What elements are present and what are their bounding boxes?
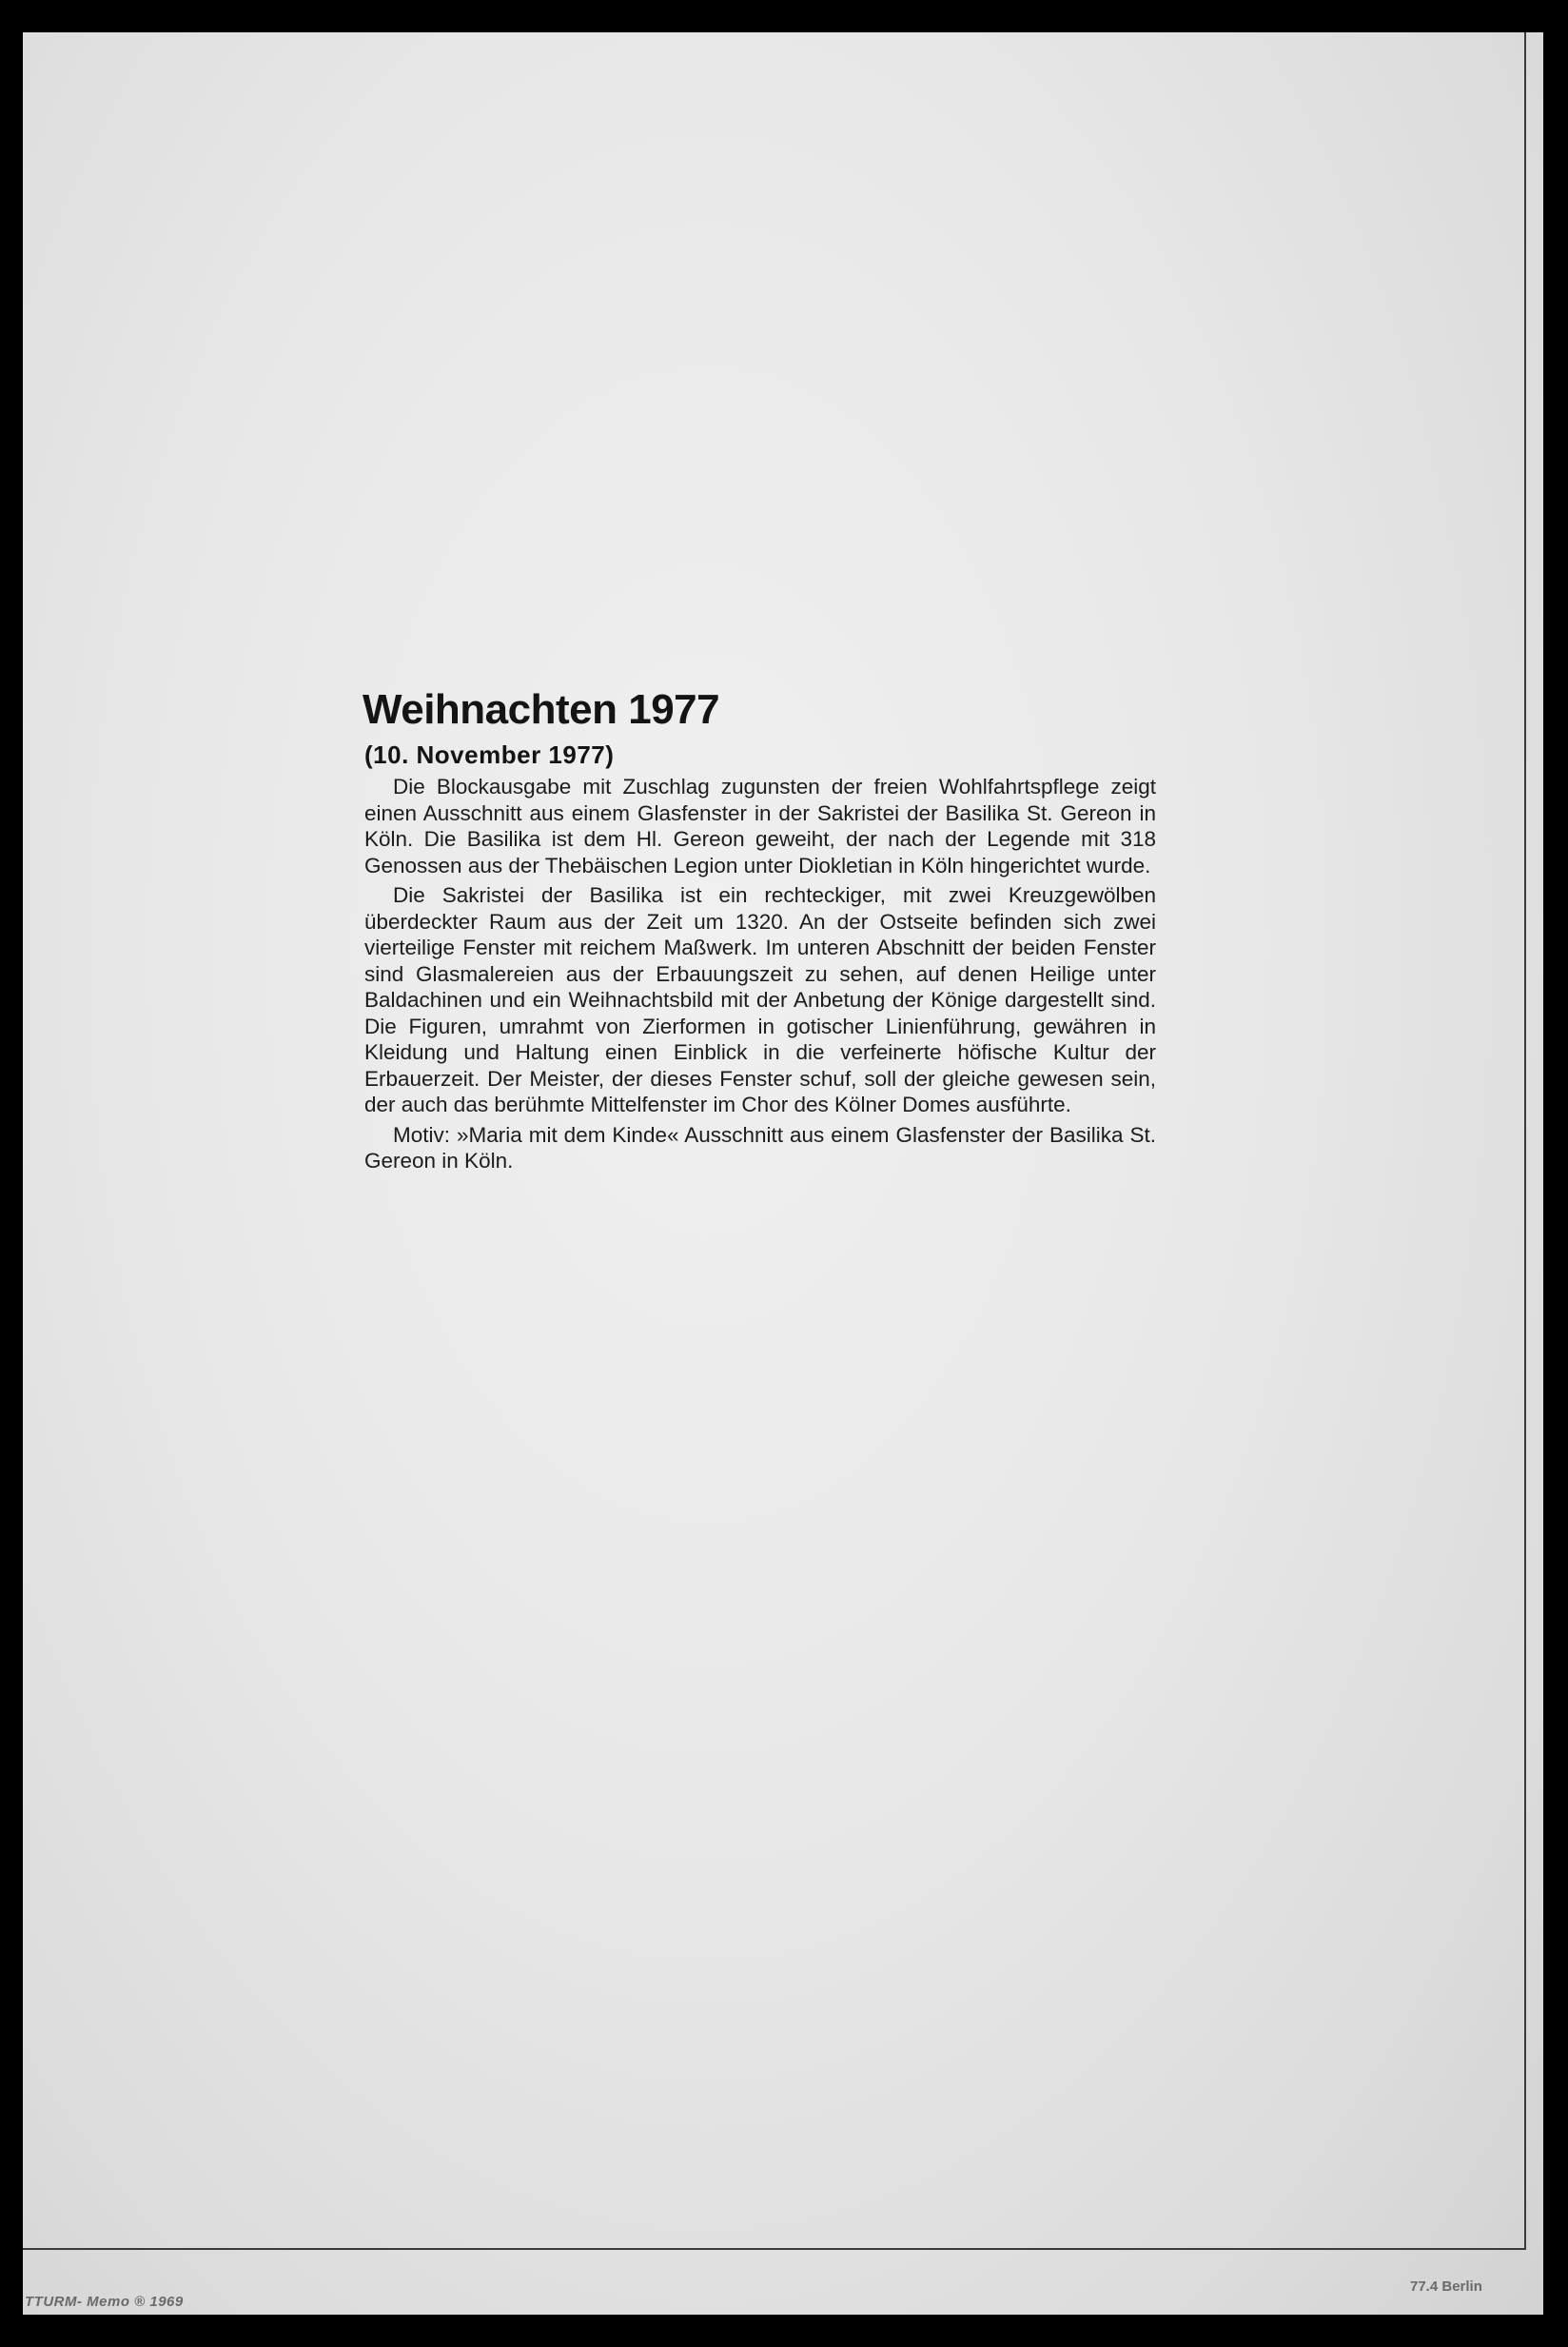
paragraph: Die Sakristei der Basilika ist ein rechteckiger, mit zwei Kreuzgewölben überdeckter Raum aus der Zeit um 1320. An der Ostseite befinden sich zwei vierteilige Fenster mit reichem Maßwerk. Im unteren Abschnitt der beiden Fenster sind Glasmalereien aus der Erbauungszeit zu sehen, auf denen Heilige unter Baldachinen und ein Weihnachtsbild mit der Anbetung der Könige dargestellt sind. Die Figuren, umrahmt von Zierformen in gotischer Linienführung, gewähren in Kleidung und Haltung einen Einblick in die verfeinerte höfische Kultur der Erbauerzeit. Der Meister, der dieses Fenster schuf, soll der gleiche gewesen sein, der auch das berühmte Mittelfenster im Chor des Kölner Domes ausführte.: [364, 883, 1156, 1117]
article-title: Weihnachten 1977: [363, 686, 720, 733]
footer-page-code: 77.4 Berlin: [1410, 2278, 1482, 2295]
paragraph: Motiv: »Maria mit dem Kinde« Ausschnitt aus einem Glasfenster der Basilika St. Gereon in Köln.: [364, 1122, 1156, 1174]
page-frame-bottom-line: [23, 2248, 1526, 2250]
album-page: [23, 32, 1543, 2315]
paragraph: Die Blockausgabe mit Zuschlag zugunsten der freien Wohlfahrtspflege zeigt einen Ausschnitt aus einem Glasfenster in der Sakristei der Basilika St. Gereon in Köln. Die Basilika ist dem Hl. Gereon geweiht, der nach der Legende mit 318 Genossen aus der Thebäischen Legion unter Diokletian in Köln hingerichtet wurde.: [364, 775, 1156, 878]
article-date: (10. November 1977): [364, 740, 615, 770]
article: [363, 687, 1156, 1178]
page-frame-right-line: [1524, 32, 1526, 2250]
footer-publisher: TTURM- Memo ® 1969: [25, 2294, 184, 2310]
